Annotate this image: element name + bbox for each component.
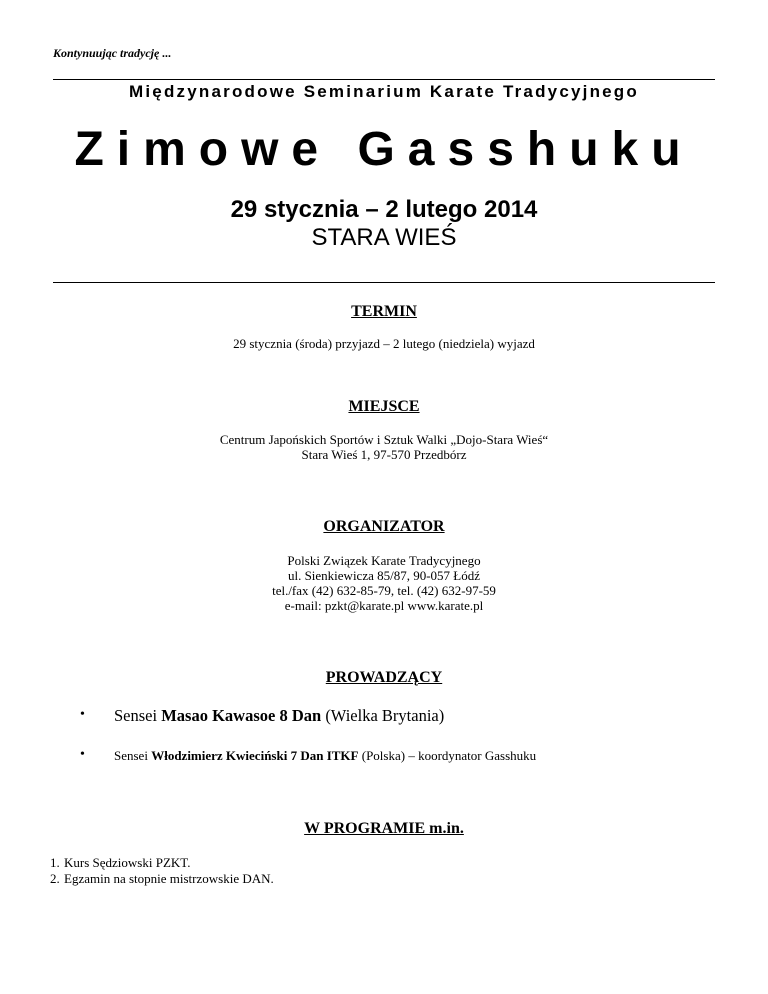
miejsce-line: Stara Wieś 1, 97-570 Przedbórz [301, 447, 467, 462]
event-dates: 29 stycznia – 2 lutego 2014 [230, 196, 538, 223]
instructor-item [114, 748, 536, 764]
termin-text: 29 stycznia (środa) przyjazd – 2 lutego (niedziela) wyjazd [233, 336, 535, 351]
organizator-line: Polski Związek Karate Tradycyjnego [287, 553, 481, 568]
top-divider [53, 79, 715, 80]
bullet-icon: • [80, 747, 85, 762]
organizator-contact [0, 553, 768, 613]
program-list [50, 855, 274, 887]
instructor-country: (Wielka Brytania) [321, 706, 445, 725]
header-divider [53, 282, 715, 283]
list-item: 1. Kurs Sędziowski PZKT. [50, 855, 191, 870]
organizator-line: e-mail: pzkt@karate.pl www.karate.pl [284, 598, 484, 613]
miejsce-line: Centrum Japońskich Sportów i Sztuk Walki „Dojo-Stara Wieś“ [219, 432, 549, 447]
prowadzacy-heading: PROWADZĄCY [325, 669, 443, 686]
organizator-line: ul. Sienkiewicza 85/87, 90-057 Łódź [287, 568, 481, 583]
seminar-subtitle: Międzynarodowe Seminarium Karate Tradycyjnego [129, 82, 639, 101]
instructor-name: Masao Kawasoe 8 Dan [161, 706, 322, 725]
instructor-prefix: Sensei [114, 748, 152, 763]
organizator-heading: ORGANIZATOR [323, 518, 445, 535]
instructor-item [114, 706, 444, 726]
organizator-line: tel./fax (42) 632-85-79, tel. (42) 632-97-59 [272, 583, 496, 598]
list-item: 2. Egzamin na stopnie mistrzowskie DAN. [50, 871, 274, 886]
event-title: Zimowe Gasshuku [74, 123, 694, 176]
program-heading: W PROGRAMIE m.in. [304, 820, 464, 837]
instructor-prefix: Sensei [114, 706, 162, 725]
instructor-name: Włodzimierz Kwieciński 7 Dan ITKF [151, 748, 359, 763]
miejsce-heading: MIEJSCE [348, 398, 420, 415]
bullet-icon: • [80, 707, 85, 722]
tagline: Kontynuując tradycję ... [53, 46, 172, 60]
instructor-country: (Polska) – koordynator Gasshuku [358, 748, 537, 763]
miejsce-address [0, 432, 768, 462]
event-place: STARA WIEŚ [311, 224, 457, 251]
termin-heading: TERMIN [351, 303, 417, 320]
